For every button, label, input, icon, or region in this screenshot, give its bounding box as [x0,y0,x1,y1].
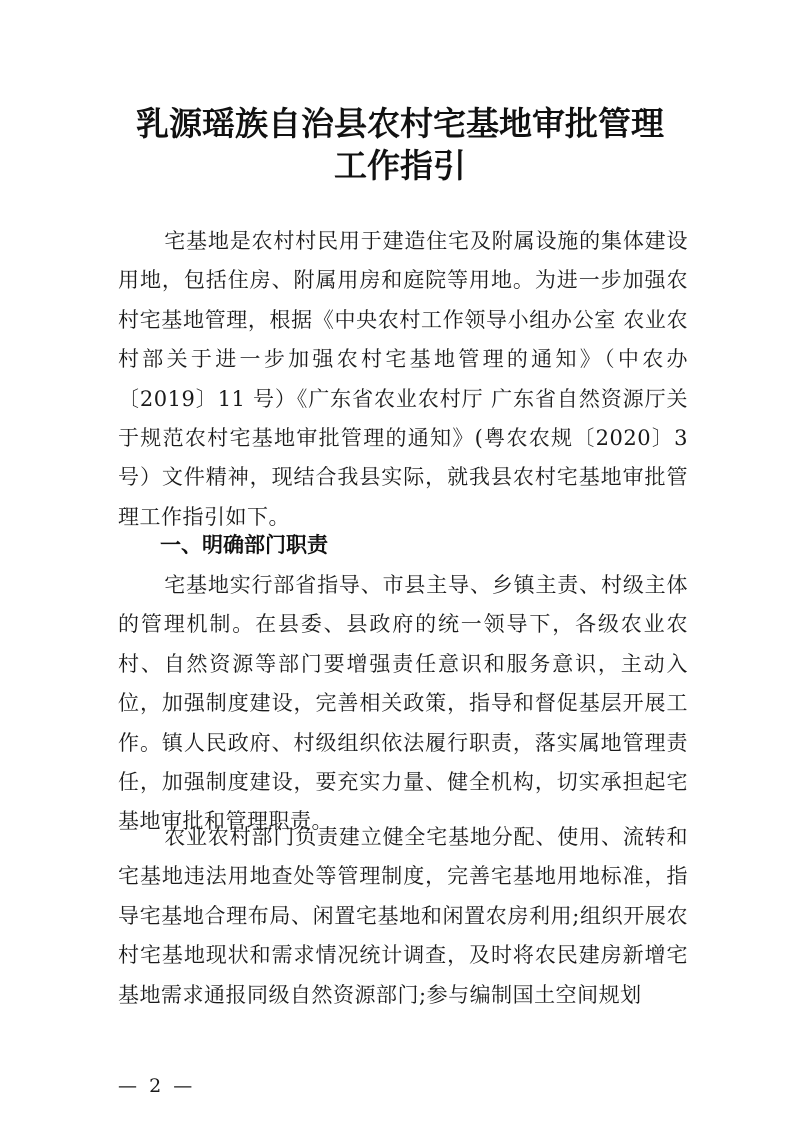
page-number: — 2 — [118,1075,193,1097]
body-paragraph: 宅基地实行部省指导、市县主导、乡镇主责、村级主体的管理机制。在县委、县政府的统一领导下，各级农业农村、自然资源等部门要增强责任意识和服务意识，主动入位，加强制度建设，完善相关政策，指导和督促基层开展工作。镇人民政府、村级组织依法履行职责，落实属地管理责任，加强制度建设，要充实力量、健全机构，切实承担起宅基地审批和管理职责。 [118,573,688,834]
section-heading: 一、明确部门职责 [160,533,328,557]
document-title-line-2: 工作指引 [334,146,466,185]
document-title-line-1: 乳源瑶族自治县农村宅基地审批管理 [136,104,664,143]
intro-paragraph: 宅基地是农村村民用于建造住宅及附属设施的集体建设用地，包括住房、附属用房和庭院等用地。为进一步加强农村宅基地管理，根据《中央农村工作领导小组办公室 农业农村部关于进一步加强农村宅基地管理的通知》（中农办〔2019〕11 号）《广东省农业农村厅 广东省自然资源厅关于规范农村宅基地审批管理的通知》(粤农农规〔2020〕3 号）文件精神，现结合我县实际，就我县农村宅基地审批管理工作指引如下。 [118,229,688,529]
body-paragraph: 农业农村部门负责建立健全宅基地分配、使用、流转和宅基地违法用地查处等管理制度，完善宅基地用地标准，指导宅基地合理布局、闲置宅基地和闲置农房利用;组织开展农村宅基地现状和需求情况统计调查，及时将农民建房新增宅基地需求通报同级自然资源部门;参与编制国土空间规划 [118,825,688,1007]
